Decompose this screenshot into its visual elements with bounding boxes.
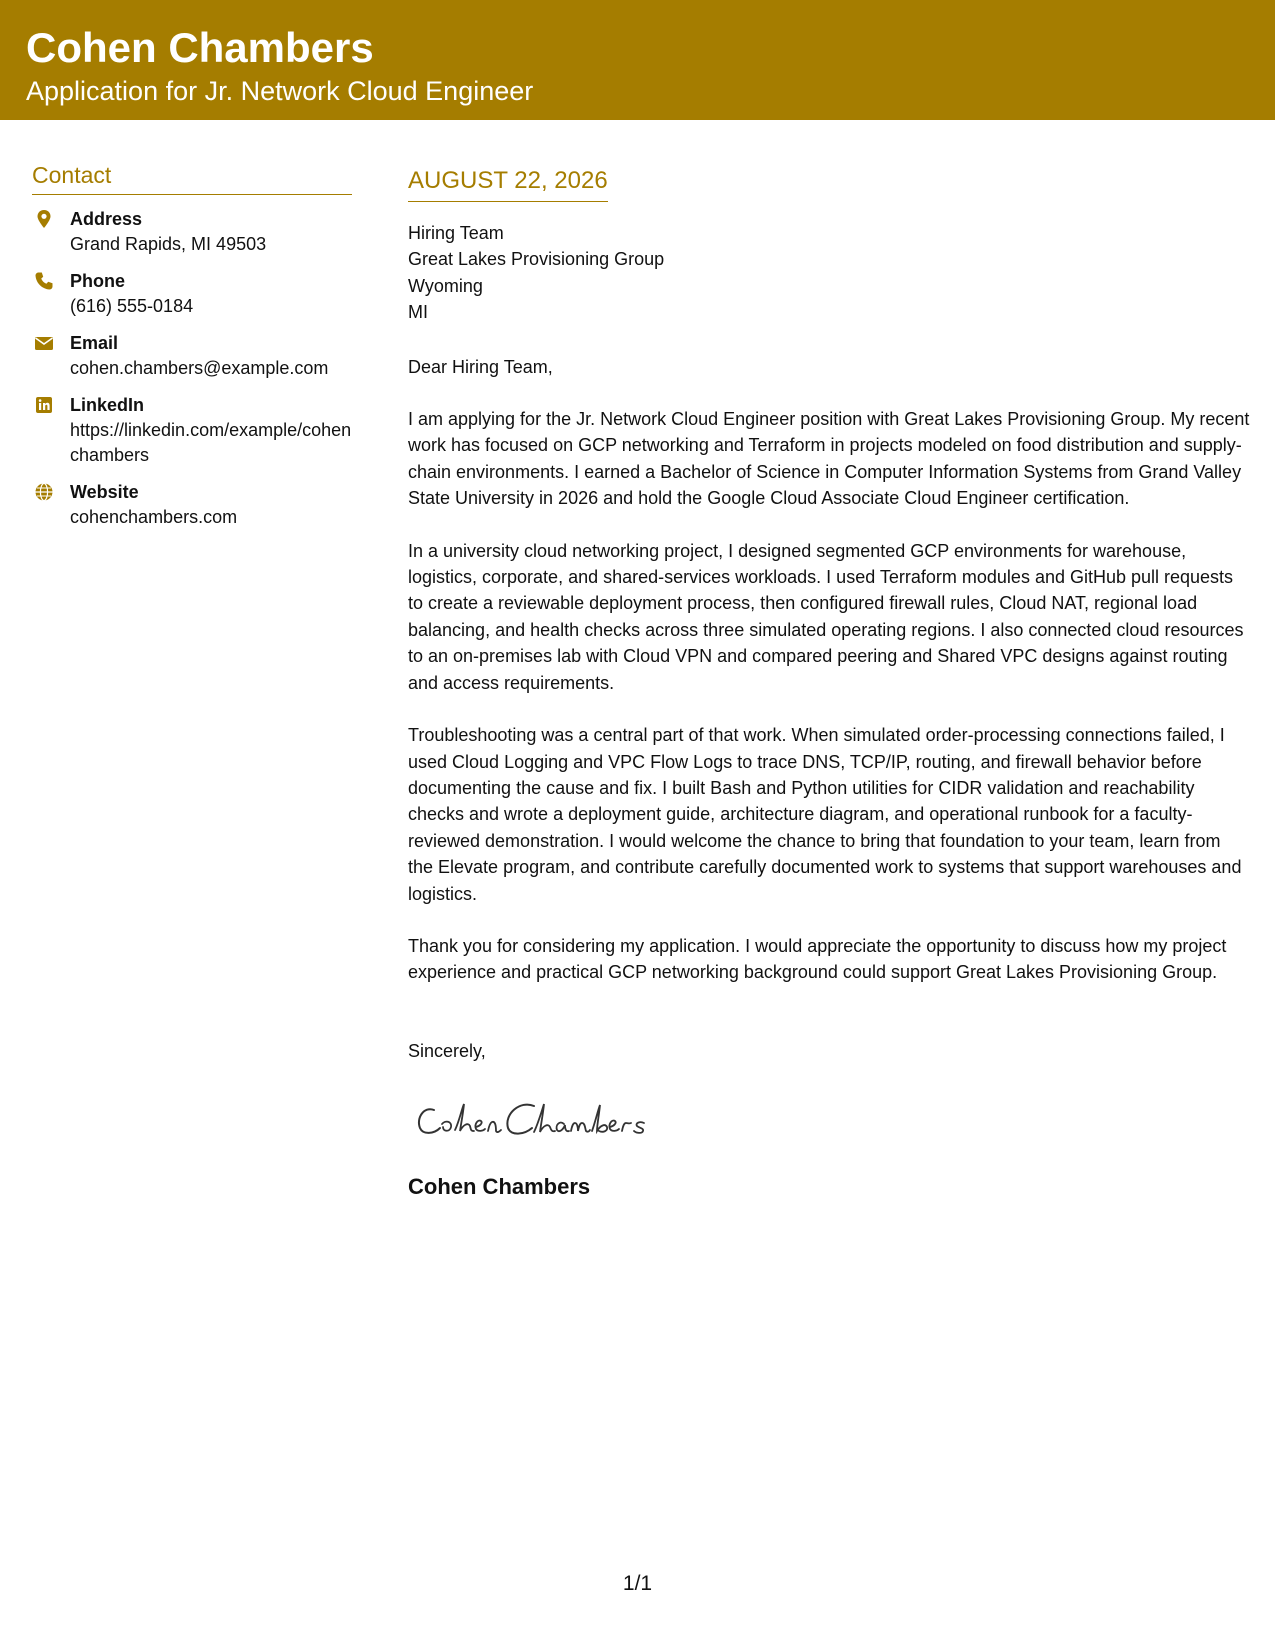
phone-icon	[34, 271, 54, 291]
contact-sidebar	[32, 160, 352, 542]
application-subtitle: Application for Jr. Network Cloud Engineer	[26, 76, 534, 106]
envelope-icon	[34, 333, 54, 353]
contact-item-linkedin	[32, 393, 352, 468]
handwritten-signature	[408, 1090, 688, 1150]
contact-item-email	[32, 331, 352, 381]
contact-list	[32, 207, 352, 530]
contact-label: Phone	[70, 271, 126, 291]
letter-paragraph: In a university cloud networking project, I designed segmented GCP environments for warehouse, logistics, corporate, and shared-services workloads. I used Terraform modules and GitHub pull requests to create a reviewable deployment process, then configured firewall rules, Cloud NAT, regional load balancing, and health checks across three simulated operating regions. I also connected cloud resources to an on-premises lab with Cloud VPN and compared peering and Shared VPC designs against routing and access requirements.	[408, 540, 1244, 693]
contact-heading: Contact	[32, 160, 352, 195]
map-pin-icon	[34, 209, 54, 229]
contact-label: Address	[70, 209, 143, 229]
page-number: 1/1	[622, 1572, 653, 1595]
letter-paragraph: I am applying for the Jr. Network Cloud Engineer position with Great Lakes Provisioning Group. My recent work has focused on GCP networking and Terraform in projects modeled on food distribution and supply-chain environments. I earned a Bachelor of Science in Computer Information Systems from Grand Valley State University in 2026 and hold the Google Cloud Associate Cloud Engineer certification.	[408, 409, 1250, 509]
applicant-name: Cohen Chambers	[26, 24, 374, 71]
recipient-line: MI	[408, 302, 428, 323]
globe-icon	[34, 482, 54, 502]
salutation: Dear Hiring Team,	[408, 356, 553, 377]
recipient-line: Wyoming	[408, 275, 483, 296]
contact-label: Website	[70, 482, 139, 502]
contact-item-phone	[32, 269, 352, 319]
signed-name: Cohen Chambers	[408, 1174, 591, 1200]
letter-date: AUGUST 22, 2026	[408, 165, 608, 202]
contact-label: Email	[70, 333, 119, 353]
header-banner	[0, 0, 1275, 120]
letter-paragraph: Troubleshooting was a central part of that work. When simulated order-processing connections failed, I used Cloud Logging and VPC Flow Logs to trace DNS, TCP/IP, routing, and firewall behavior before documenting the cause and fix. I built Bash and Python utilities for CIDR validation and reachability checks and wrote a deployment guide, architecture diagram, and operational runbook for a faculty-reviewed demonstration. I would welcome the chance to bring that foundation to your team, learn from the Elevate program, and contribute carefully documented work to systems that support warehouses and logistics.	[408, 725, 1242, 904]
closing: Sincerely,	[408, 1040, 486, 1061]
contact-value: cohen.chambers@example.com	[70, 358, 329, 378]
contact-value: (616) 555-0184	[70, 296, 194, 316]
contact-value: cohenchambers.com	[70, 507, 238, 527]
contact-value: Grand Rapids, MI 49503	[70, 234, 267, 254]
recipient-line: Hiring Team	[408, 223, 504, 243]
letter-paragraph: Thank you for considering my application. I would appreciate the opportunity to discuss how my project experience and practical GCP networking background could support Great Lakes Provisioning Group.	[408, 935, 1227, 983]
recipient-line: Great Lakes Provisioning Group	[408, 249, 665, 270]
contact-label: LinkedIn	[70, 395, 145, 415]
recipient-block	[408, 220, 1250, 326]
linkedin-icon	[34, 395, 54, 415]
contact-value: https://linkedin.com/example/cohenchambers	[70, 420, 352, 465]
letter-body	[408, 165, 1250, 1201]
contact-item-website	[32, 480, 352, 530]
contact-item-address	[32, 207, 352, 257]
